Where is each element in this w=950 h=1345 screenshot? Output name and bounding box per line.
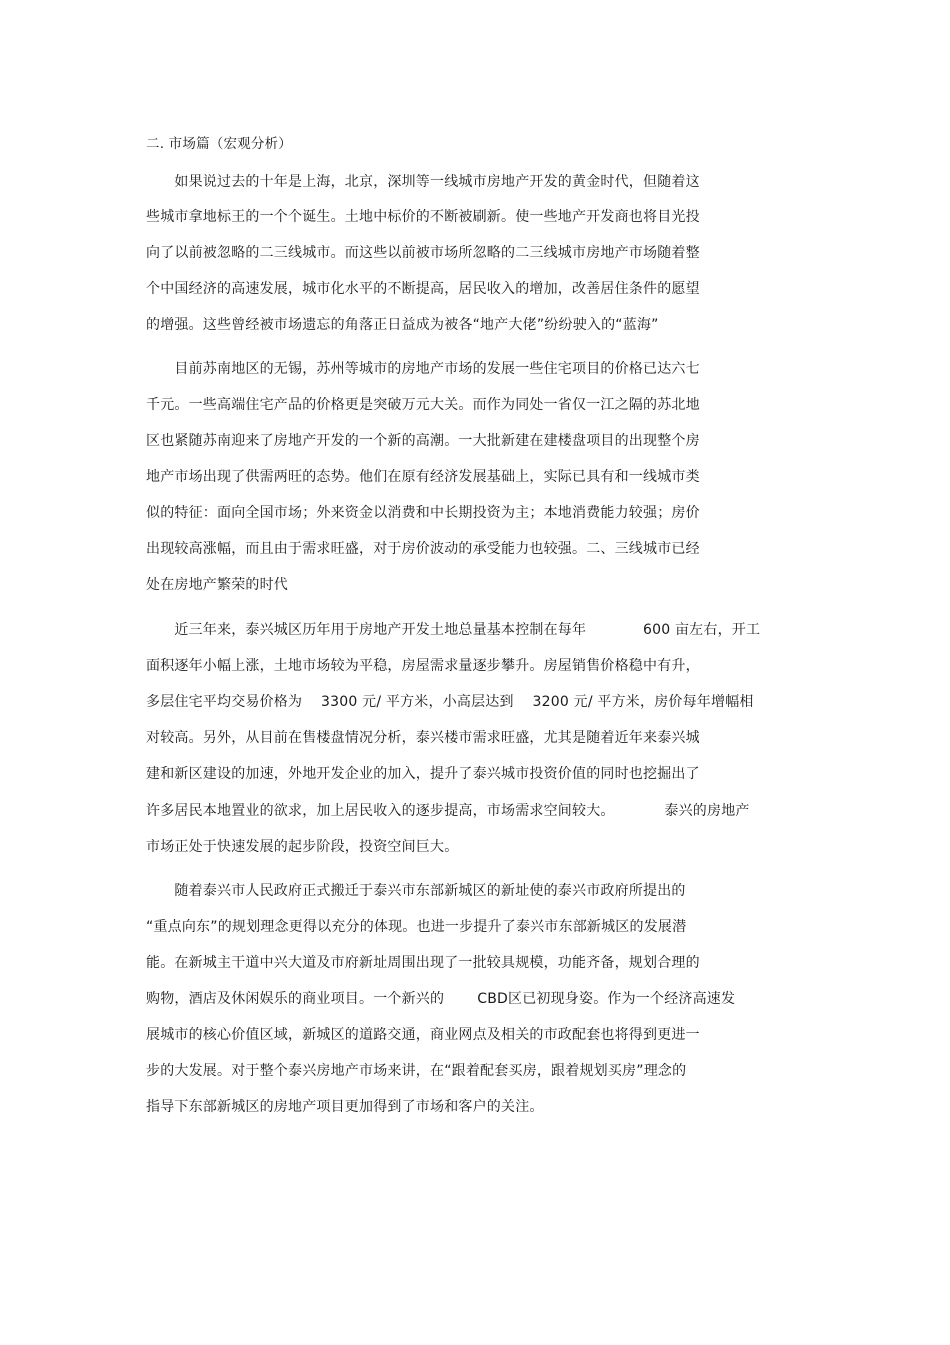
- paragraph-4-line-5: 展城市的核心价值区域，新城区的道路交通，商业网点及相关的市政配套也将得到更进一: [146, 1027, 700, 1043]
- paragraph-2-line-7: 处在房地产繁荣的时代: [146, 577, 288, 593]
- paragraph-3-line-7: 市场正处于快速发展的起步阶段，投资空间巨大。: [146, 839, 459, 855]
- paragraph-2-line-1: 目前苏南地区的无锡，苏州等城市的房地产市场的发展一些住宅项目的价格已达六七: [146, 361, 700, 377]
- section-heading: 二. 市场篇（宏观分析）: [146, 136, 292, 152]
- paragraph-3-line-3: 多层住宅平均交易价格为 3300 元/ 平方米，小高层达到 3200 元/ 平方米，房价每年增幅相: [146, 694, 754, 710]
- paragraph-2-line-3: 区也紧随苏南迎来了房地产开发的一个新的高潮。一大批新建在建楼盘项目的出现整个房: [146, 433, 700, 449]
- paragraph-4-line-3: 能。在新城主干道中兴大道及市府新址周围出现了一批较具规模，功能齐备，规划合理的: [146, 955, 700, 971]
- paragraph-1-line-2: 些城市拿地标王的一个个诞生。土地中标价的不断被刷新。使一些地产开发商也将目光投: [146, 209, 700, 225]
- paragraph-1-line-3: 向了以前被忽略的二三线城市。而这些以前被市场所忽略的二三线城市房地产市场随着整: [146, 245, 700, 261]
- paragraph-4-line-2: “重点向东”的规划理念更得以充分的体现。也进一步提升了泰兴市东部新城区的发展潜: [146, 919, 687, 935]
- paragraph-2-line-2: 千元。一些高端住宅产品的价格更是突破万元大关。而作为同处一省仅一江之隔的苏北地: [146, 397, 700, 413]
- paragraph-3-line-5: 建和新区建设的加速，外地开发企业的加入，提升了泰兴城市投资价值的同时也挖掘出了: [146, 766, 700, 782]
- paragraph-3-line-6: 许多居民本地置业的欲求，加上居民收入的逐步提高，市场需求空间较大。 泰兴的房地产: [146, 803, 750, 819]
- paragraph-2-line-6: 出现较高涨幅，而且由于需求旺盛，对于房价波动的承受能力也较强。二、三线城市已经: [146, 541, 700, 557]
- paragraph-1-line-5: 的增强。这些曾经被市场遗忘的角落正日益成为被各“地产大佬”纷纷驶入的“蓝海”: [146, 317, 659, 333]
- paragraph-3-line-4: 对较高。另外，从目前在售楼盘情况分析，泰兴楼市需求旺盛，尤其是随着近年来泰兴城: [146, 730, 700, 746]
- paragraph-4-line-1: 随着泰兴市人民政府正式搬迁于泰兴市东部新城区的新址使的泰兴市政府所提出的: [146, 883, 686, 899]
- paragraph-3-line-1: 近三年来，泰兴城区历年用于房地产开发土地总量基本控制在每年 600 亩左右，开工: [146, 622, 761, 638]
- paragraph-3-line-2: 面积逐年小幅上涨，土地市场较为平稳，房屋需求量逐步攀升。房屋销售价格稳中有升，: [146, 658, 700, 674]
- paragraph-1-line-1: 如果说过去的十年是上海，北京，深圳等一线城市房地产开发的黄金时代，但随着这: [146, 174, 700, 190]
- paragraph-1-line-4: 个中国经济的高速发展，城市化水平的不断提高，居民收入的增加，改善居住条件的愿望: [146, 281, 700, 297]
- paragraph-2-line-4: 地产市场出现了供需两旺的态势。他们在原有经济发展基础上，实际已具有和一线城市类: [146, 469, 700, 485]
- paragraph-2-line-5: 似的特征：面向全国市场；外来资金以消费和中长期投资为主；本地消费能力较强；房价: [146, 505, 700, 521]
- paragraph-4-line-6: 步的大发展。对于整个泰兴房地产市场来讲，在“跟着配套买房，跟着规划买房”理念的: [146, 1063, 687, 1079]
- paragraph-4-line-7: 指导下东部新城区的房地产项目更加得到了市场和客户的关注。: [146, 1099, 544, 1115]
- paragraph-4-line-4: 购物，酒店及休闲娱乐的商业项目。一个新兴的 CBD区已初现身姿。作为一个经济高速发: [146, 991, 736, 1007]
